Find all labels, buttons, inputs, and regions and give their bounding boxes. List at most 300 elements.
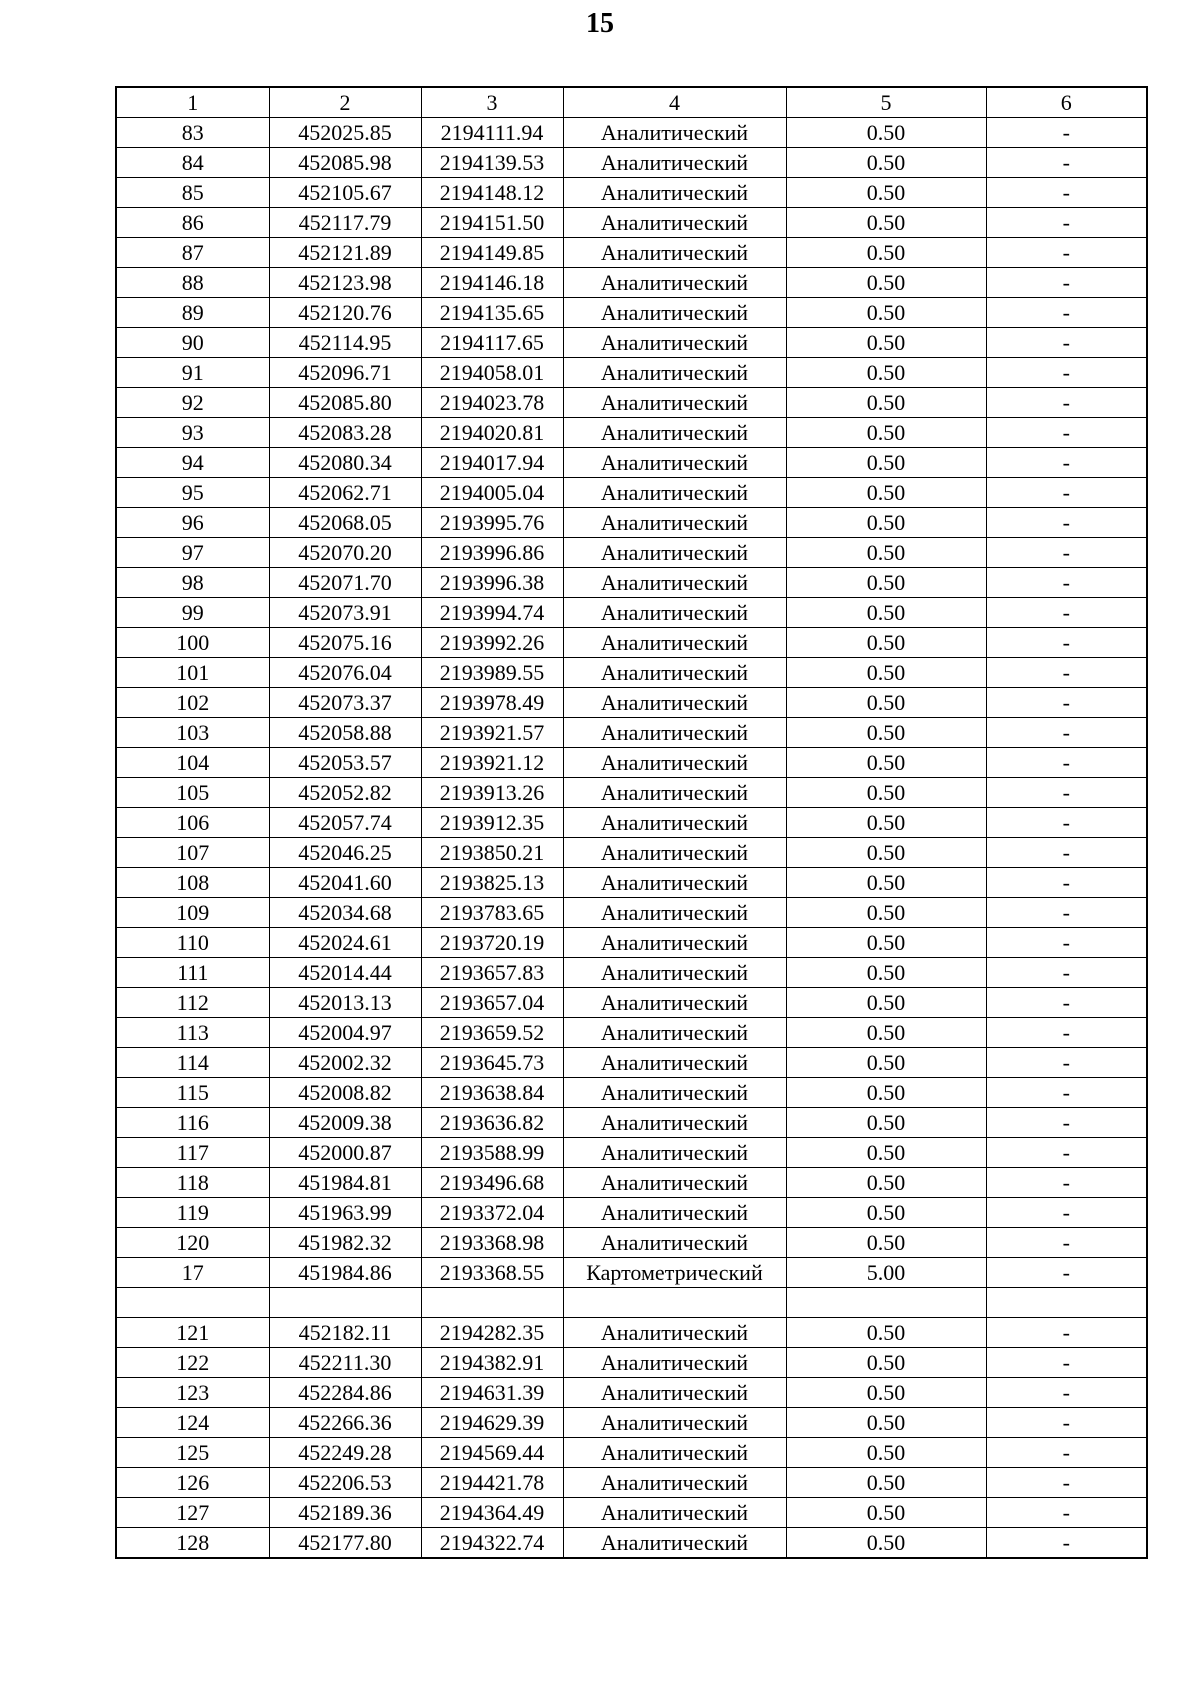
table-row [116,1138,1147,1168]
y-coordinate-cell: 2193989.55 [421,658,563,688]
y-coordinate-cell: 2194151.50 [421,208,563,238]
x-coordinate-cell: 452123.98 [269,268,421,298]
method-cell: Аналитический [563,1018,786,1048]
description-cell: - [986,1348,1147,1378]
y-coordinate-cell: 2193720.19 [421,928,563,958]
accuracy-cell: 0.50 [786,1108,986,1138]
column-header-6: 6 [986,87,1147,118]
point-number-cell: 116 [116,1108,269,1138]
table-row [116,1228,1147,1258]
accuracy-cell: 0.50 [786,1318,986,1348]
y-coordinate-cell: 2193996.38 [421,568,563,598]
point-number-cell: 91 [116,358,269,388]
point-number-cell: 114 [116,1048,269,1078]
description-cell: - [986,508,1147,538]
point-number-cell: 110 [116,928,269,958]
description-cell: - [986,1528,1147,1559]
point-number-cell: 86 [116,208,269,238]
accuracy-cell: 0.50 [786,1048,986,1078]
point-number-cell: 88 [116,268,269,298]
accuracy-cell: 0.50 [786,1168,986,1198]
method-cell: Аналитический [563,178,786,208]
table-row [116,1288,1147,1318]
y-coordinate-cell: 2193368.55 [421,1258,563,1288]
table-row [116,1018,1147,1048]
x-coordinate-cell: 452057.74 [269,808,421,838]
y-coordinate-cell: 2193978.49 [421,688,563,718]
description-cell: - [986,1468,1147,1498]
table-row [116,658,1147,688]
method-cell: Аналитический [563,208,786,238]
table-row [116,1078,1147,1108]
column-header-2: 2 [269,87,421,118]
accuracy-cell: 0.50 [786,388,986,418]
y-coordinate-cell: 2194148.12 [421,178,563,208]
table-row [116,1438,1147,1468]
table-row [116,988,1147,1018]
point-number-cell: 112 [116,988,269,1018]
table-row [116,298,1147,328]
point-number-cell: 107 [116,838,269,868]
point-number-cell: 94 [116,448,269,478]
point-number-cell: 84 [116,148,269,178]
accuracy-cell: 0.50 [786,1228,986,1258]
x-coordinate-cell: 452120.76 [269,298,421,328]
table-row [116,1408,1147,1438]
page-number: 15 [586,8,614,39]
x-coordinate-cell: 452008.82 [269,1078,421,1108]
y-coordinate-cell: 2194005.04 [421,478,563,508]
method-cell: Аналитический [563,1408,786,1438]
point-number-cell: 111 [116,958,269,988]
method-cell: Аналитический [563,328,786,358]
accuracy-cell: 0.50 [786,868,986,898]
accuracy-cell: 0.50 [786,628,986,658]
method-cell: Аналитический [563,1378,786,1408]
description-cell: - [986,478,1147,508]
table-row [116,118,1147,148]
accuracy-cell: 0.50 [786,1378,986,1408]
y-coordinate-cell: 2194111.94 [421,118,563,148]
description-cell: - [986,238,1147,268]
method-cell: Аналитический [563,1198,786,1228]
point-number-cell: 93 [116,418,269,448]
accuracy-cell: 0.50 [786,328,986,358]
method-cell: Аналитический [563,268,786,298]
point-number-cell: 98 [116,568,269,598]
accuracy-cell: 0.50 [786,748,986,778]
y-coordinate-cell: 2193992.26 [421,628,563,658]
method-cell: Аналитический [563,748,786,778]
method-cell: Аналитический [563,628,786,658]
x-coordinate-cell [269,1288,421,1318]
method-cell: Аналитический [563,658,786,688]
method-cell: Аналитический [563,298,786,328]
method-cell [563,1288,786,1318]
x-coordinate-cell: 452121.89 [269,238,421,268]
x-coordinate-cell: 452025.85 [269,118,421,148]
point-number-cell: 103 [116,718,269,748]
table-row [116,388,1147,418]
point-number-cell: 97 [116,538,269,568]
y-coordinate-cell: 2194382.91 [421,1348,563,1378]
point-number-cell: 122 [116,1348,269,1378]
method-cell: Аналитический [563,358,786,388]
y-coordinate-cell: 2194364.49 [421,1498,563,1528]
x-coordinate-cell: 452071.70 [269,568,421,598]
accuracy-cell: 0.50 [786,568,986,598]
table-row [116,508,1147,538]
method-cell: Аналитический [563,778,786,808]
description-cell [986,1288,1147,1318]
table-row [116,208,1147,238]
method-cell: Аналитический [563,1228,786,1258]
accuracy-cell: 0.50 [786,1348,986,1378]
y-coordinate-cell: 2194569.44 [421,1438,563,1468]
table-row [116,868,1147,898]
table-row [116,418,1147,448]
description-cell: - [986,688,1147,718]
point-number-cell: 106 [116,808,269,838]
method-cell: Аналитический [563,1078,786,1108]
point-number-cell: 87 [116,238,269,268]
description-cell: - [986,1018,1147,1048]
y-coordinate-cell: 2193636.82 [421,1108,563,1138]
table-row [116,1198,1147,1228]
table-row [116,838,1147,868]
accuracy-cell: 0.50 [786,838,986,868]
accuracy-cell: 0.50 [786,478,986,508]
point-number-cell: 102 [116,688,269,718]
table-row [116,1168,1147,1198]
table-row [116,1318,1147,1348]
table-row [116,1258,1147,1288]
point-number-cell: 119 [116,1198,269,1228]
x-coordinate-cell: 452002.32 [269,1048,421,1078]
method-cell: Аналитический [563,388,786,418]
description-cell: - [986,1438,1147,1468]
column-header-4: 4 [563,87,786,118]
y-coordinate-cell: 2193825.13 [421,868,563,898]
column-header-3: 3 [421,87,563,118]
point-number-cell: 121 [116,1318,269,1348]
description-cell: - [986,898,1147,928]
column-header-5: 5 [786,87,986,118]
x-coordinate-cell: 452182.11 [269,1318,421,1348]
x-coordinate-cell: 452114.95 [269,328,421,358]
x-coordinate-cell: 452014.44 [269,958,421,988]
x-coordinate-cell: 451984.81 [269,1168,421,1198]
point-number-cell: 104 [116,748,269,778]
y-coordinate-cell: 2194058.01 [421,358,563,388]
method-cell: Аналитический [563,1138,786,1168]
point-number-cell: 120 [116,1228,269,1258]
accuracy-cell: 0.50 [786,1438,986,1468]
description-cell: - [986,538,1147,568]
method-cell: Аналитический [563,688,786,718]
method-cell: Аналитический [563,1498,786,1528]
table-header [116,87,1147,118]
y-coordinate-cell: 2193921.57 [421,718,563,748]
y-coordinate-cell: 2193921.12 [421,748,563,778]
point-number-cell: 117 [116,1138,269,1168]
x-coordinate-cell: 452117.79 [269,208,421,238]
description-cell: - [986,208,1147,238]
description-cell: - [986,778,1147,808]
description-cell: - [986,1378,1147,1408]
table-row [116,1378,1147,1408]
method-cell: Аналитический [563,1318,786,1348]
y-coordinate-cell: 2193659.52 [421,1018,563,1048]
table-row [116,628,1147,658]
method-cell: Аналитический [563,118,786,148]
x-coordinate-cell: 452024.61 [269,928,421,958]
method-cell: Картометрический [563,1258,786,1288]
x-coordinate-cell: 452266.36 [269,1408,421,1438]
y-coordinate-cell: 2194631.39 [421,1378,563,1408]
x-coordinate-cell: 452052.82 [269,778,421,808]
description-cell: - [986,988,1147,1018]
accuracy-cell: 0.50 [786,1138,986,1168]
accuracy-cell: 0.50 [786,688,986,718]
y-coordinate-cell: 2193995.76 [421,508,563,538]
y-coordinate-cell: 2194017.94 [421,448,563,478]
table-row [116,898,1147,928]
table-row [116,568,1147,598]
y-coordinate-cell: 2193912.35 [421,808,563,838]
accuracy-cell: 0.50 [786,1468,986,1498]
point-number-cell: 100 [116,628,269,658]
y-coordinate-cell: 2193994.74 [421,598,563,628]
method-cell: Аналитический [563,1348,786,1378]
x-coordinate-cell: 452000.87 [269,1138,421,1168]
point-number-cell: 105 [116,778,269,808]
method-cell: Аналитический [563,1108,786,1138]
method-cell: Аналитический [563,478,786,508]
column-header-1: 1 [116,87,269,118]
x-coordinate-cell: 451963.99 [269,1198,421,1228]
x-coordinate-cell: 452013.13 [269,988,421,1018]
point-number-cell: 126 [116,1468,269,1498]
method-cell: Аналитический [563,898,786,928]
point-number-cell: 125 [116,1438,269,1468]
table-header-row [116,87,1147,118]
method-cell: Аналитический [563,1168,786,1198]
table-row [116,1348,1147,1378]
point-number-cell: 109 [116,898,269,928]
method-cell: Аналитический [563,538,786,568]
table-row [116,268,1147,298]
x-coordinate-cell: 452080.34 [269,448,421,478]
description-cell: - [986,328,1147,358]
point-number-cell: 101 [116,658,269,688]
y-coordinate-cell: 2193783.65 [421,898,563,928]
accuracy-cell: 0.50 [786,268,986,298]
accuracy-cell: 5.00 [786,1258,986,1288]
y-coordinate-cell: 2194020.81 [421,418,563,448]
method-cell: Аналитический [563,928,786,958]
y-coordinate-cell: 2193372.04 [421,1198,563,1228]
y-coordinate-cell: 2193850.21 [421,838,563,868]
description-cell: - [986,1168,1147,1198]
description-cell: - [986,358,1147,388]
accuracy-cell: 0.50 [786,148,986,178]
x-coordinate-cell: 452041.60 [269,868,421,898]
x-coordinate-cell: 452058.88 [269,718,421,748]
accuracy-cell: 0.50 [786,958,986,988]
method-cell: Аналитический [563,238,786,268]
accuracy-cell: 0.50 [786,538,986,568]
accuracy-cell: 0.50 [786,298,986,328]
coordinates-table-container [115,86,1146,1559]
accuracy-cell: 0.50 [786,508,986,538]
table-row [116,1108,1147,1138]
table-row [116,328,1147,358]
description-cell: - [986,1318,1147,1348]
x-coordinate-cell: 452211.30 [269,1348,421,1378]
y-coordinate-cell: 2193645.73 [421,1048,563,1078]
description-cell: - [986,1498,1147,1528]
accuracy-cell: 0.50 [786,1198,986,1228]
x-coordinate-cell: 452062.71 [269,478,421,508]
point-number-cell: 99 [116,598,269,628]
x-coordinate-cell: 452053.57 [269,748,421,778]
method-cell: Аналитический [563,148,786,178]
description-cell: - [986,628,1147,658]
x-coordinate-cell: 452177.80 [269,1528,421,1559]
y-coordinate-cell: 2194282.35 [421,1318,563,1348]
point-number-cell: 92 [116,388,269,418]
accuracy-cell: 0.50 [786,1078,986,1108]
method-cell: Аналитический [563,1468,786,1498]
accuracy-cell: 0.50 [786,898,986,928]
accuracy-cell: 0.50 [786,1498,986,1528]
accuracy-cell: 0.50 [786,988,986,1018]
table-body [116,118,1147,1559]
x-coordinate-cell: 452075.16 [269,628,421,658]
y-coordinate-cell: 2193368.98 [421,1228,563,1258]
table-row [116,718,1147,748]
description-cell: - [986,1138,1147,1168]
description-cell: - [986,658,1147,688]
x-coordinate-cell: 452085.98 [269,148,421,178]
accuracy-cell: 0.50 [786,1528,986,1559]
method-cell: Аналитический [563,418,786,448]
accuracy-cell: 0.50 [786,1408,986,1438]
x-coordinate-cell: 451982.32 [269,1228,421,1258]
x-coordinate-cell: 452076.04 [269,658,421,688]
description-cell: - [986,298,1147,328]
table-row [116,178,1147,208]
x-coordinate-cell: 452034.68 [269,898,421,928]
point-number-cell: 95 [116,478,269,508]
y-coordinate-cell: 2194139.53 [421,148,563,178]
method-cell: Аналитический [563,568,786,598]
description-cell: - [986,838,1147,868]
point-number-cell: 17 [116,1258,269,1288]
y-coordinate-cell: 2194421.78 [421,1468,563,1498]
description-cell: - [986,118,1147,148]
point-number-cell: 128 [116,1528,269,1559]
method-cell: Аналитический [563,1048,786,1078]
description-cell: - [986,268,1147,298]
y-coordinate-cell: 2194322.74 [421,1528,563,1559]
method-cell: Аналитический [563,868,786,898]
table-row [116,148,1147,178]
y-coordinate-cell: 2193496.68 [421,1168,563,1198]
point-number-cell: 127 [116,1498,269,1528]
table-row [116,1468,1147,1498]
accuracy-cell: 0.50 [786,658,986,688]
point-number-cell: 118 [116,1168,269,1198]
y-coordinate-cell: 2194023.78 [421,388,563,418]
method-cell: Аналитический [563,598,786,628]
point-number-cell: 89 [116,298,269,328]
y-coordinate-cell: 2194629.39 [421,1408,563,1438]
point-number-cell: 124 [116,1408,269,1438]
x-coordinate-cell: 452083.28 [269,418,421,448]
table-row [116,238,1147,268]
method-cell: Аналитический [563,718,786,748]
description-cell: - [986,1408,1147,1438]
table-row [116,1528,1147,1559]
table-row [116,598,1147,628]
point-number-cell: 83 [116,118,269,148]
table-row [116,778,1147,808]
point-number-cell: 108 [116,868,269,898]
x-coordinate-cell: 452249.28 [269,1438,421,1468]
method-cell: Аналитический [563,838,786,868]
table-row [116,688,1147,718]
description-cell: - [986,418,1147,448]
table-row [116,958,1147,988]
description-cell: - [986,148,1147,178]
x-coordinate-cell: 452073.37 [269,688,421,718]
description-cell: - [986,868,1147,898]
point-number-cell [116,1288,269,1318]
accuracy-cell: 0.50 [786,928,986,958]
accuracy-cell [786,1288,986,1318]
coordinates-table [115,86,1148,1559]
description-cell: - [986,1228,1147,1258]
description-cell: - [986,1108,1147,1138]
description-cell: - [986,178,1147,208]
method-cell: Аналитический [563,1438,786,1468]
y-coordinate-cell: 2193638.84 [421,1078,563,1108]
x-coordinate-cell: 451984.86 [269,1258,421,1288]
x-coordinate-cell: 452189.36 [269,1498,421,1528]
accuracy-cell: 0.50 [786,598,986,628]
description-cell: - [986,808,1147,838]
accuracy-cell: 0.50 [786,178,986,208]
accuracy-cell: 0.50 [786,358,986,388]
description-cell: - [986,568,1147,598]
point-number-cell: 115 [116,1078,269,1108]
accuracy-cell: 0.50 [786,118,986,148]
x-coordinate-cell: 452070.20 [269,538,421,568]
table-row [116,808,1147,838]
description-cell: - [986,928,1147,958]
y-coordinate-cell [421,1288,563,1318]
x-coordinate-cell: 452009.38 [269,1108,421,1138]
x-coordinate-cell: 452068.05 [269,508,421,538]
description-cell: - [986,958,1147,988]
y-coordinate-cell: 2194135.65 [421,298,563,328]
x-coordinate-cell: 452073.91 [269,598,421,628]
table-row [116,1048,1147,1078]
point-number-cell: 85 [116,178,269,208]
x-coordinate-cell: 452105.67 [269,178,421,208]
